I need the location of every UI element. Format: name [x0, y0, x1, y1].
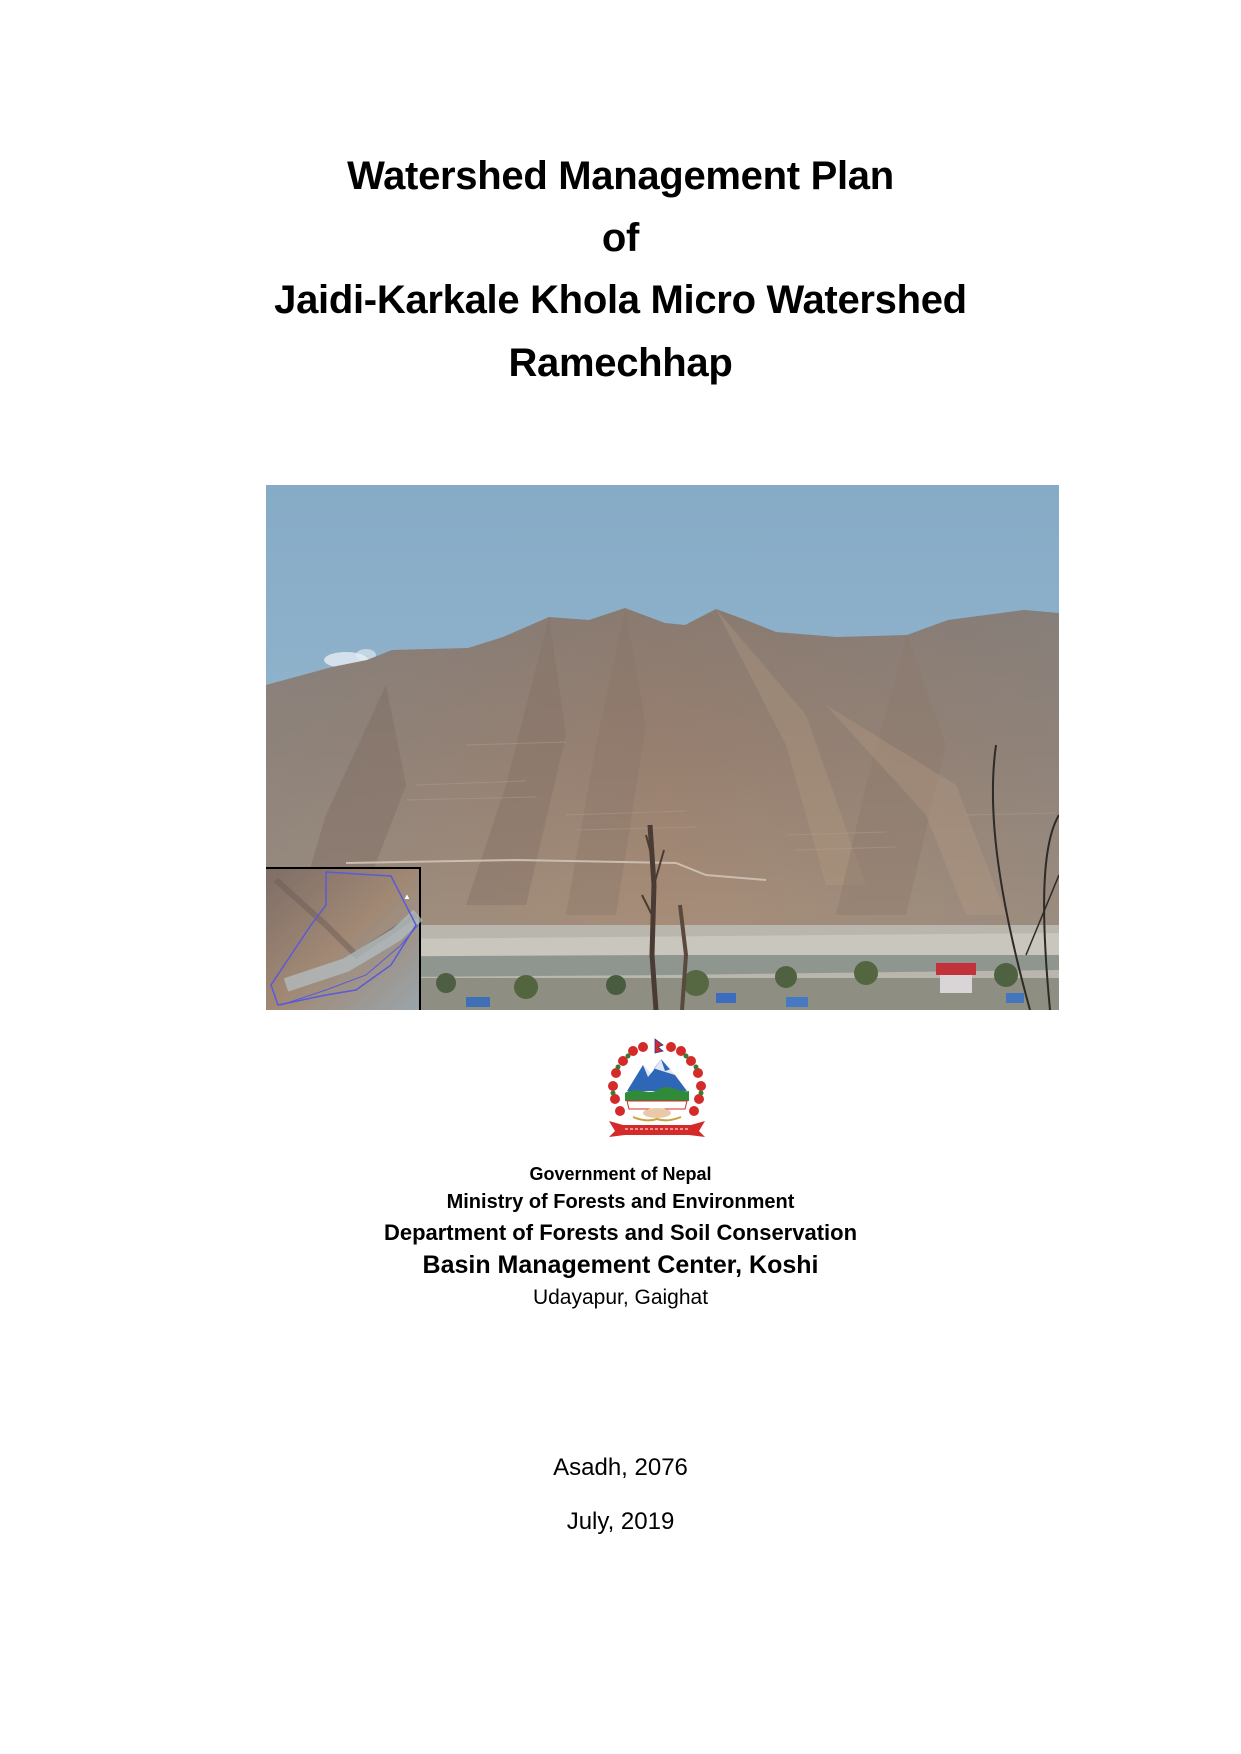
document-title-line-2: of — [601, 216, 640, 260]
document-title-line-1: Watershed Management Plan — [347, 154, 894, 198]
center-location: Udayapur, Gaighat — [532, 1286, 709, 1309]
date-gregorian: July, 2019 — [566, 1508, 675, 1535]
document-title-line-4: Ramechhap — [508, 341, 733, 385]
date-nepali: Asadh, 2076 — [553, 1454, 688, 1481]
north-arrow-icon: ▲ — [403, 892, 411, 901]
department-name: Department of Forests and Soil Conservation — [383, 1220, 858, 1245]
document-title-line-3: Jaidi-Karkale Khola Micro Watershed — [274, 278, 967, 322]
center-name: Basin Management Center, Koshi — [422, 1251, 819, 1279]
inset-watershed-map — [266, 868, 420, 1010]
government-name: Government of Nepal — [529, 1164, 712, 1184]
nepal-coat-of-arms-icon — [603, 1037, 711, 1143]
cover-photo — [266, 485, 1059, 1010]
ministry-name: Ministry of Forests and Environment — [446, 1191, 795, 1213]
